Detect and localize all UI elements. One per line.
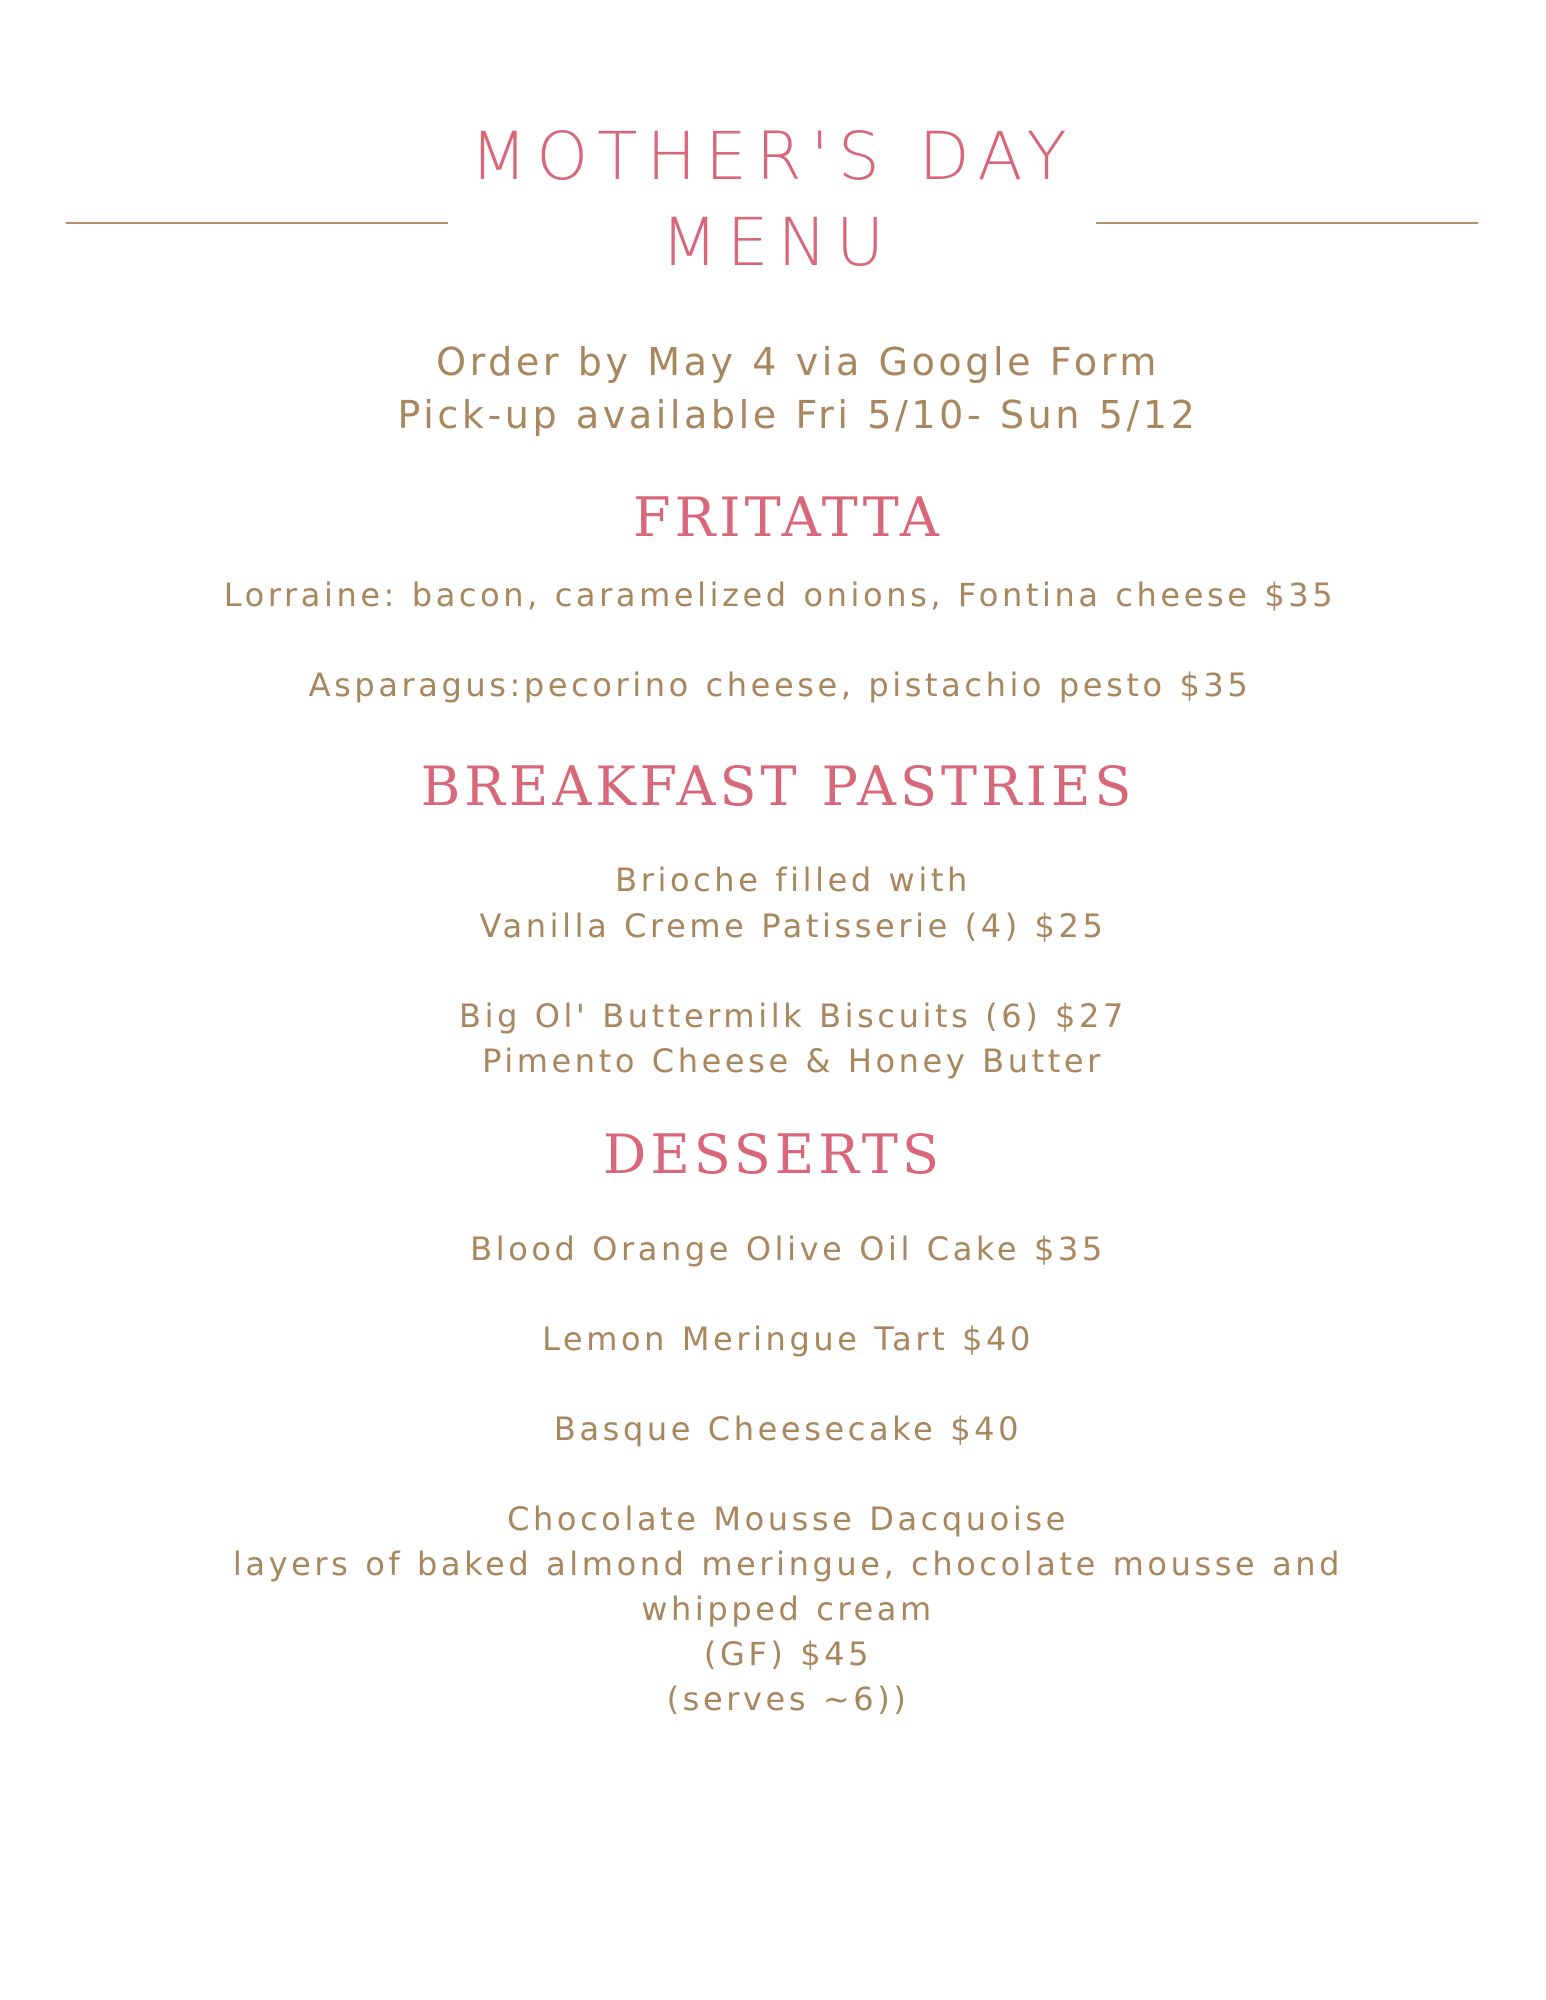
menu-item-basque-cheesecake: Basque Cheesecake $40	[553, 1410, 1023, 1448]
pickup-dates-text: Pick-up available Fri 5/10- Sun 5/12	[397, 393, 1199, 437]
menu-item-dacquoise-serves: (serves ~6))	[666, 1680, 910, 1718]
order-deadline-text: Order by May 4 via Google Form	[436, 340, 1160, 384]
menu-title-line2: MENU	[660, 204, 894, 281]
section-heading-fritatta: FRITATTA	[633, 486, 943, 549]
menu-item-dacquoise-desc-1: layers of baked almond meringue, chocolate mousse and	[232, 1545, 1344, 1583]
menu-item-dacquoise: Chocolate Mousse Dacquoise	[507, 1500, 1069, 1538]
menu-item-biscuits: Big Ol' Buttermilk Biscuits (6) $27	[459, 997, 1127, 1035]
menu-item-olive-oil-cake: Blood Orange Olive Oil Cake $35	[470, 1230, 1106, 1268]
section-heading-desserts: DESSERTS	[603, 1123, 943, 1186]
menu-title-line1: MOTHER'S DAY	[470, 118, 1076, 195]
menu-item-lorraine: Lorraine: bacon, caramelized onions, Fontina cheese $35	[223, 576, 1337, 614]
menu-item-biscuits-detail: Pimento Cheese & Honey Butter	[482, 1042, 1104, 1080]
menu-item-brioche-detail: Vanilla Creme Patisserie (4) $25	[479, 907, 1107, 945]
section-heading-breakfast-pastries: BREAKFAST PASTRIES	[420, 755, 1136, 818]
menu-item-dacquoise-desc-2: whipped cream	[641, 1590, 935, 1628]
menu-item-lemon-tart: Lemon Meringue Tart $40	[542, 1320, 1034, 1358]
menu-item-brioche: Brioche filled with	[615, 861, 971, 899]
menu-item-asparagus: Asparagus:pecorino cheese, pistachio pesto $35	[308, 666, 1252, 704]
menu-item-dacquoise-price: (GF) $45	[703, 1635, 873, 1673]
